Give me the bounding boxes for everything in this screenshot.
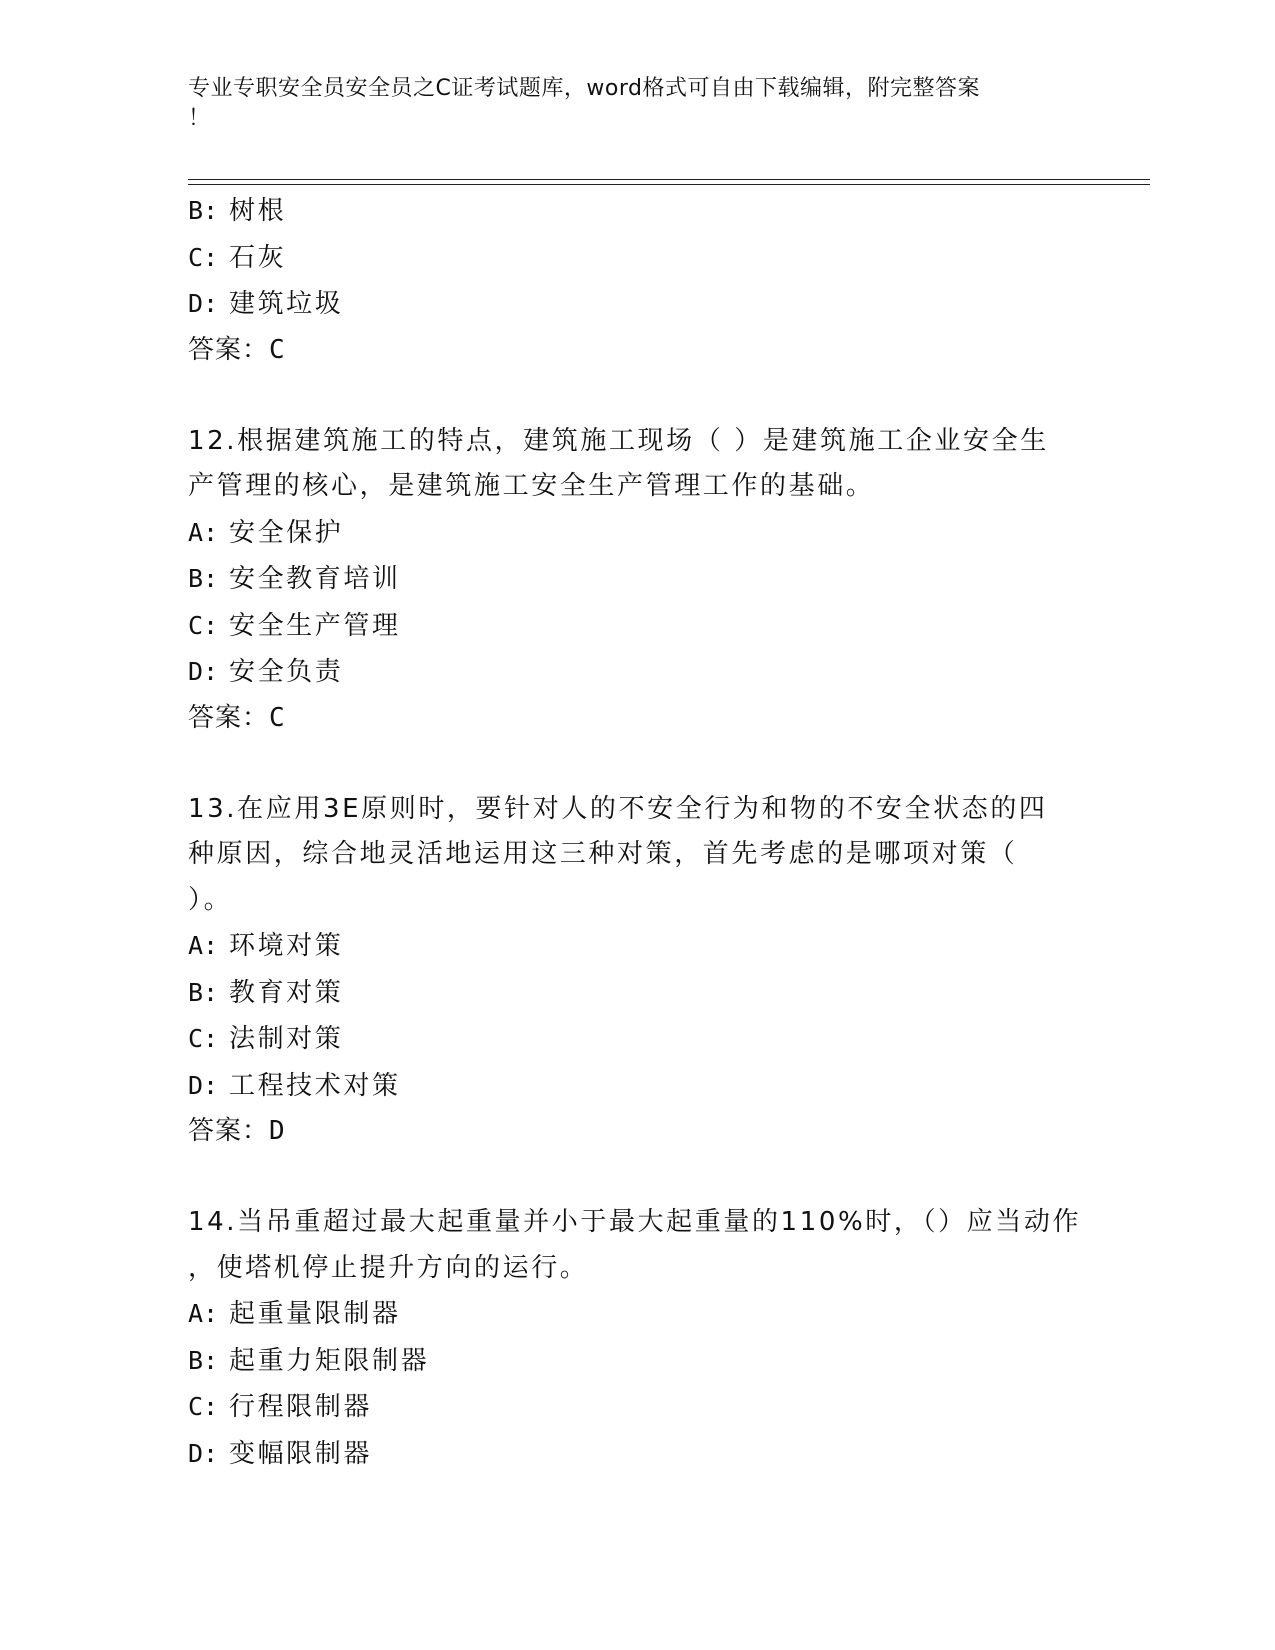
- option-c: [188, 235, 1088, 282]
- option-b: [188, 1338, 1088, 1385]
- question-stem-line: 12.根据建筑施工的特点，建筑施工现场（ ）是建筑施工企业安全生: [188, 425, 1049, 456]
- question-stem-line: 种原因，综合地灵活地运用这三种对策，首先考虑的是哪项对策（: [188, 839, 1018, 869]
- question-stem-line: ）。: [188, 884, 233, 915]
- answer-value: C: [269, 334, 286, 365]
- option-letter: B:: [188, 1345, 219, 1375]
- answer-value: D: [269, 1116, 286, 1146]
- option-letter: C:: [188, 242, 219, 272]
- question-14: [188, 1200, 1088, 1477]
- question-stem-line: ，使塔机停止提升方向的运行。: [188, 1252, 589, 1283]
- option-letter: D:: [188, 289, 219, 318]
- question-stem-line: 产管理的核心，是建筑施工安全生产管理工作的基础。: [188, 471, 875, 501]
- option-letter: D:: [188, 1070, 219, 1100]
- option-c: [188, 1016, 1088, 1063]
- option-a: [188, 510, 1088, 557]
- option-letter: B:: [188, 196, 219, 225]
- question-13: [188, 787, 1088, 1155]
- answer-label: 答案：: [188, 334, 270, 365]
- option-letter: B:: [188, 564, 219, 593]
- header-title: 专业专职安全员安全员之C证考试题库，word格式可自由下载编辑，附完整答案: [188, 76, 980, 101]
- option-letter: C:: [188, 1024, 219, 1053]
- option-d: [188, 1431, 1088, 1478]
- option-text: 起重量限制器: [228, 1299, 401, 1329]
- option-d: [188, 1063, 1088, 1110]
- option-c: [188, 1384, 1088, 1431]
- spacer: [188, 741, 1088, 787]
- option-a: [188, 1291, 1088, 1338]
- answer-line: [188, 696, 1088, 742]
- option-text: 树根: [228, 196, 287, 226]
- option-c: [188, 603, 1088, 650]
- option-text: 起重力矩限制器: [228, 1345, 430, 1376]
- option-text: 安全教育培训: [228, 564, 401, 594]
- header-rule-bottom: [188, 184, 1150, 185]
- option-text: 建筑垃圾: [228, 289, 344, 319]
- answer-value: C: [269, 702, 286, 733]
- question-stem-line: 13.在应用3E原则时，要针对人的不安全行为和物的不安全状态的四: [188, 793, 1048, 824]
- option-d: [188, 281, 1088, 328]
- option-text: 环境对策: [228, 931, 344, 961]
- option-text: 安全生产管理: [228, 610, 401, 641]
- answer-label: 答案：: [188, 702, 270, 733]
- option-text: 行程限制器: [228, 1392, 372, 1422]
- answer-line: [188, 1109, 1088, 1155]
- document-header: [188, 74, 1068, 134]
- option-text: 工程技术对策: [228, 1070, 401, 1101]
- option-text: 教育对策: [228, 977, 344, 1008]
- header-rule-top: [188, 179, 1150, 180]
- option-b: [188, 556, 1088, 603]
- option-text: 石灰: [228, 242, 287, 273]
- option-letter: A:: [188, 517, 219, 547]
- question-stem-line: 14.当吊重超过最大起重量并小于最大起重量的110%时，（）应当动作: [188, 1207, 1082, 1237]
- option-text: 安全负责: [228, 657, 344, 687]
- option-text: 法制对策: [228, 1024, 344, 1054]
- option-text: 变幅限制器: [228, 1438, 372, 1469]
- header-title-continuation: ！: [188, 106, 211, 131]
- option-letter: A:: [188, 1299, 219, 1328]
- option-d: [188, 649, 1088, 696]
- option-letter: D:: [188, 1438, 219, 1468]
- spacer: [188, 373, 1088, 419]
- option-letter: B:: [188, 977, 219, 1007]
- option-text: 安全保护: [228, 517, 344, 548]
- option-letter: C:: [188, 610, 219, 640]
- option-letter: C:: [188, 1392, 219, 1421]
- option-letter: A:: [188, 931, 219, 960]
- question-12: [188, 419, 1088, 742]
- question-list: [188, 188, 1088, 1477]
- option-b: [188, 970, 1088, 1017]
- option-a: [188, 923, 1088, 970]
- option-letter: D:: [188, 657, 219, 686]
- question-11-continuation: [188, 188, 1088, 373]
- answer-line: [188, 328, 1088, 374]
- option-b: [188, 188, 1088, 235]
- answer-label: 答案：: [188, 1116, 270, 1146]
- spacer: [188, 1155, 1088, 1201]
